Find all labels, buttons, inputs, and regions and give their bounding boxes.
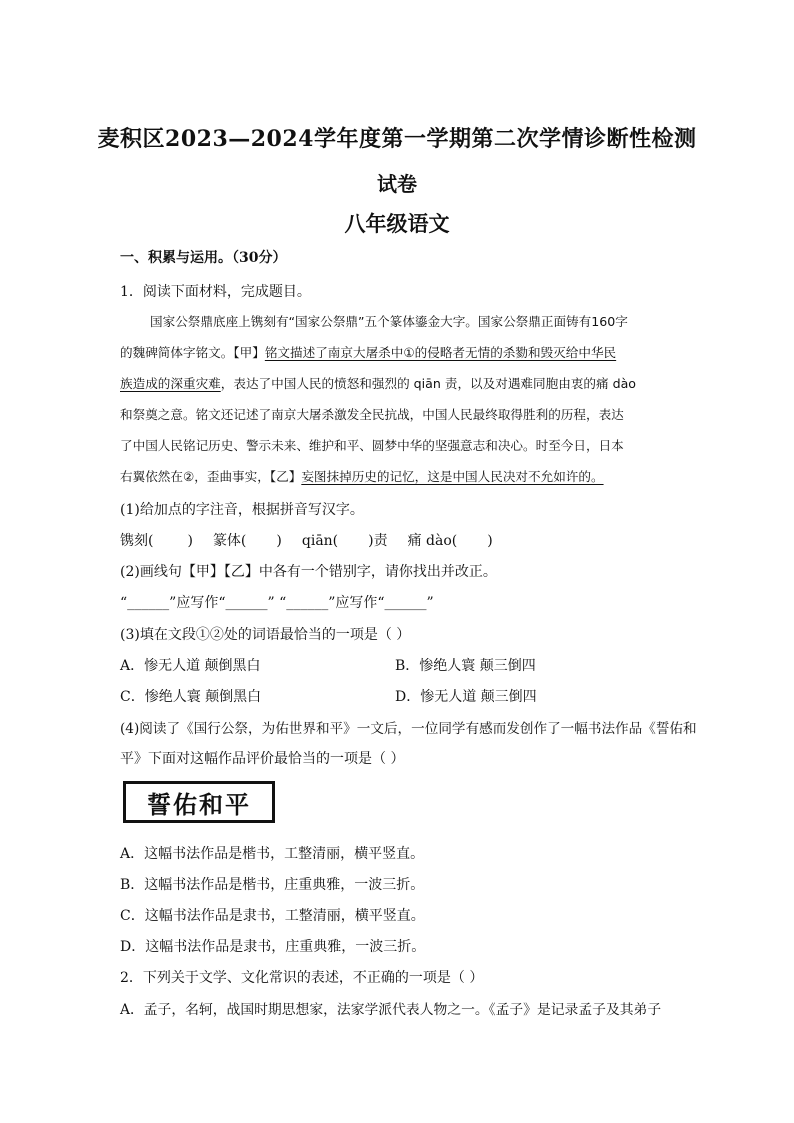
passage-line xyxy=(120,373,676,392)
passage-text: 右翼依然在②，歪曲事实，【乙】 xyxy=(120,469,302,484)
question-1-2: (2)画线句【甲】【乙】中各有一个错别字，请你找出并改正。 xyxy=(120,564,497,580)
passage-line: 和祭奠之意。铭文还记述了南京大屠杀激发全民抗战，中国人民最终取得胜利的历程，表达 xyxy=(120,407,624,422)
blank-close: )责 xyxy=(368,533,388,549)
blank-label: 篆体( xyxy=(212,533,247,549)
option-d[interactable]: D．这幅书法作品是隶书，庄重典雅，一波三折。 xyxy=(120,939,426,955)
option-b[interactable]: B．这幅书法作品是楷书，庄重典雅，一波三折。 xyxy=(120,877,425,893)
passage-text: 的魏碑简体字铭文。【甲】 xyxy=(120,345,265,360)
underlined-sentence-yi: 妄图抹掉历史的记忆，这是中国人民决对不允如许的。 xyxy=(301,469,604,484)
exam-title-continued: 试卷 xyxy=(377,172,417,196)
blank-label: qiān( xyxy=(301,533,339,549)
option-c[interactable]: C．这幅书法作品是隶书，工整清丽，横平竖直。 xyxy=(120,908,425,924)
option-d[interactable]: D．惨无人道 颠三倒四 xyxy=(395,689,537,705)
option-a[interactable]: A．惨无人道 颠倒黑白 xyxy=(120,658,261,674)
passage-text: ，表达了中国人民的愤怒和强烈的 qiān 责，以及对遇难同胞由衷的痛 dào xyxy=(220,376,636,391)
question-1-4-continued: 平》下面对这幅作品评价最恰当的一项是（ ） xyxy=(120,751,405,767)
exam-title: 麦积区2023—2024学年度第一学期第二次学情诊断性检测 xyxy=(97,126,697,152)
passage-line xyxy=(120,466,676,485)
question-1-1: (1)给加点的字注音，根据拼音写汉字。 xyxy=(120,502,364,518)
underlined-sentence-jia-end: 族造成的深重灾难 xyxy=(120,376,221,391)
exam-subtitle: 八年级语文 xyxy=(344,211,450,236)
question-1-4: (4)阅读了《国行公祭，为佑世界和平》一文后，一位同学有感而发创作了一幅书法作品《誓佑和 xyxy=(120,721,697,737)
option-b[interactable]: B．惨绝人寰 颠三倒四 xyxy=(395,658,536,674)
blank-close: ) xyxy=(187,533,193,549)
option-a[interactable]: A．孟子，名轲，战国时期思想家，法家学派代表人物之一。《孟子》是记录孟子及其弟子 xyxy=(120,1002,662,1018)
blank-label: 镌刻( xyxy=(120,533,154,549)
calligraphy-artwork: 誓佑和平 xyxy=(123,781,275,823)
question-1-1-blanks xyxy=(120,530,493,550)
option-a[interactable]: A．这幅书法作品是楷书，工整清丽，横平竖直。 xyxy=(120,846,425,862)
passage-line: 了中国人民铭记历史、警示未来、维护和平、圆梦中华的坚强意志和决心。时至今日，日本 xyxy=(120,438,624,453)
section-heading: 一、积累与运用。（30分） xyxy=(120,250,287,266)
passage-line: 国家公祭鼎底座上镌刻有“国家公祭鼎”五个篆体鎏金大字。国家公祭鼎正面铸有160字 xyxy=(150,314,628,329)
blank-close: ) xyxy=(276,533,282,549)
underlined-sentence-jia: 铭文描述了南京大屠杀中①的侵略者无情的杀勠和毁灭给中华民 xyxy=(264,345,617,360)
option-c[interactable]: C．惨绝人寰 颠倒黑白 xyxy=(120,689,262,705)
passage-line xyxy=(120,342,676,361)
blank-close: ) xyxy=(487,533,493,549)
blank-label: 痛 dào( xyxy=(407,533,458,549)
question-1-3: (3)填在文段①②处的词语最恰当的一项是（ ） xyxy=(120,627,411,643)
question-2: 2．下列关于文学、文化常识的表述，不正确的一项是（ ） xyxy=(120,970,484,986)
question-1-2-blanks[interactable]: “______”应写作“______” “______”应写作“______” xyxy=(120,595,434,611)
question-1-intro: 1．阅读下面材料，完成题目。 xyxy=(120,284,311,300)
